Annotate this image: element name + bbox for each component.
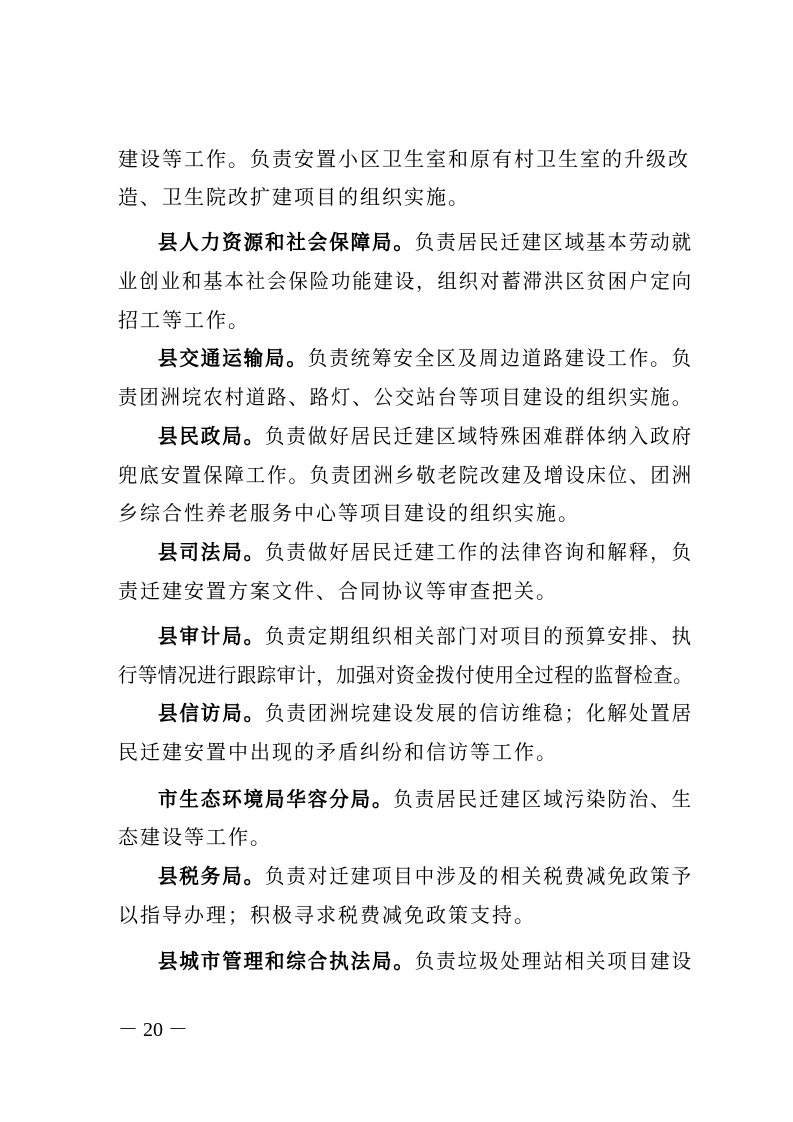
page-number: － 20 － (118, 1019, 188, 1041)
body-text: 招工等工作。 (118, 308, 250, 332)
bold-heading: 市生态环境局华容分局。 (158, 787, 394, 811)
body-text: 以指导办理；积极寻求税费减免政策支持。 (118, 903, 536, 927)
body-text: 负责垃圾处理站相关项目建设 (414, 949, 693, 973)
text-line (158, 621, 693, 651)
body-text: 负责居民迁建区域基本劳动就 (414, 230, 693, 254)
body-text: 负责团洲垸建设发展的信访维稳；化解处置居 (264, 701, 693, 725)
text-line (118, 144, 690, 174)
text-line (158, 537, 693, 567)
body-text: 负责定期组织相关部门对项目的预算安排、执 (264, 624, 693, 648)
body-text: 负责做好居民迁建区域特殊困难群体纳入政府 (264, 424, 693, 448)
bold-heading: 县信访局。 (158, 701, 265, 725)
body-text: 兜底安置保障工作。负责团洲乡敬老院改建及增设床位、团洲 (118, 463, 693, 487)
text-line (118, 266, 693, 296)
body-text: 行等情况进行跟踪审计，加强对资金拨付使用全过程的监督检查。 (118, 663, 694, 687)
body-text: 态建设等工作。 (118, 825, 272, 849)
text-line (158, 421, 693, 451)
body-text: 建设等工作。负责安置小区卫生室和原有村卫生室的升级改 (118, 147, 690, 171)
text-line (118, 382, 693, 412)
body-text: 民迁建安置中出现的矛盾纠纷和信访等工作。 (118, 740, 558, 764)
text-line (118, 305, 250, 335)
body-text: 负责对迁建项目中涉及的相关税费减免政策予 (264, 864, 693, 888)
bold-heading: 县税务局。 (158, 864, 265, 888)
body-text: 乡综合性养老服务中心等项目建设的组织实施。 (118, 501, 580, 525)
bold-heading: 县城市管理和综合执法局。 (158, 949, 415, 973)
text-line (158, 343, 693, 373)
body-text: 负责统筹安全区及周边道路建设工作。负 (307, 346, 693, 370)
text-line (118, 660, 693, 690)
bold-heading: 县审计局。 (158, 624, 265, 648)
text-line (158, 946, 693, 976)
bold-heading: 县交通运输局。 (158, 346, 308, 370)
text-line (158, 861, 693, 891)
body-text: 业创业和基本社会保险功能建设，组织对蓄滞洪区贫困户定向 (118, 269, 693, 293)
bold-heading: 县民政局。 (158, 424, 265, 448)
body-text: 负责做好居民迁建工作的法律咨询和解释，负 (264, 540, 693, 564)
text-line (118, 460, 693, 490)
text-line (158, 784, 693, 814)
body-text: 责团洲垸农村道路、路灯、公交站台等项目建设的组织实施。 (118, 385, 693, 409)
body-text: 负责居民迁建区域污染防治、生 (393, 787, 693, 811)
text-line (118, 498, 580, 528)
bold-heading: 县司法局。 (158, 540, 265, 564)
body-text: 造、卫生院改扩建项目的组织实施。 (118, 185, 470, 209)
text-line (158, 698, 693, 728)
bold-heading: 县人力资源和社会保障局。 (158, 230, 415, 254)
text-line (118, 822, 272, 852)
text-line (118, 900, 536, 930)
text-line (118, 182, 470, 212)
body-text: 责迁建安置方案文件、合同协议等审查把关。 (118, 579, 558, 603)
text-line (118, 576, 558, 606)
text-line (118, 737, 558, 767)
text-line (158, 227, 693, 257)
